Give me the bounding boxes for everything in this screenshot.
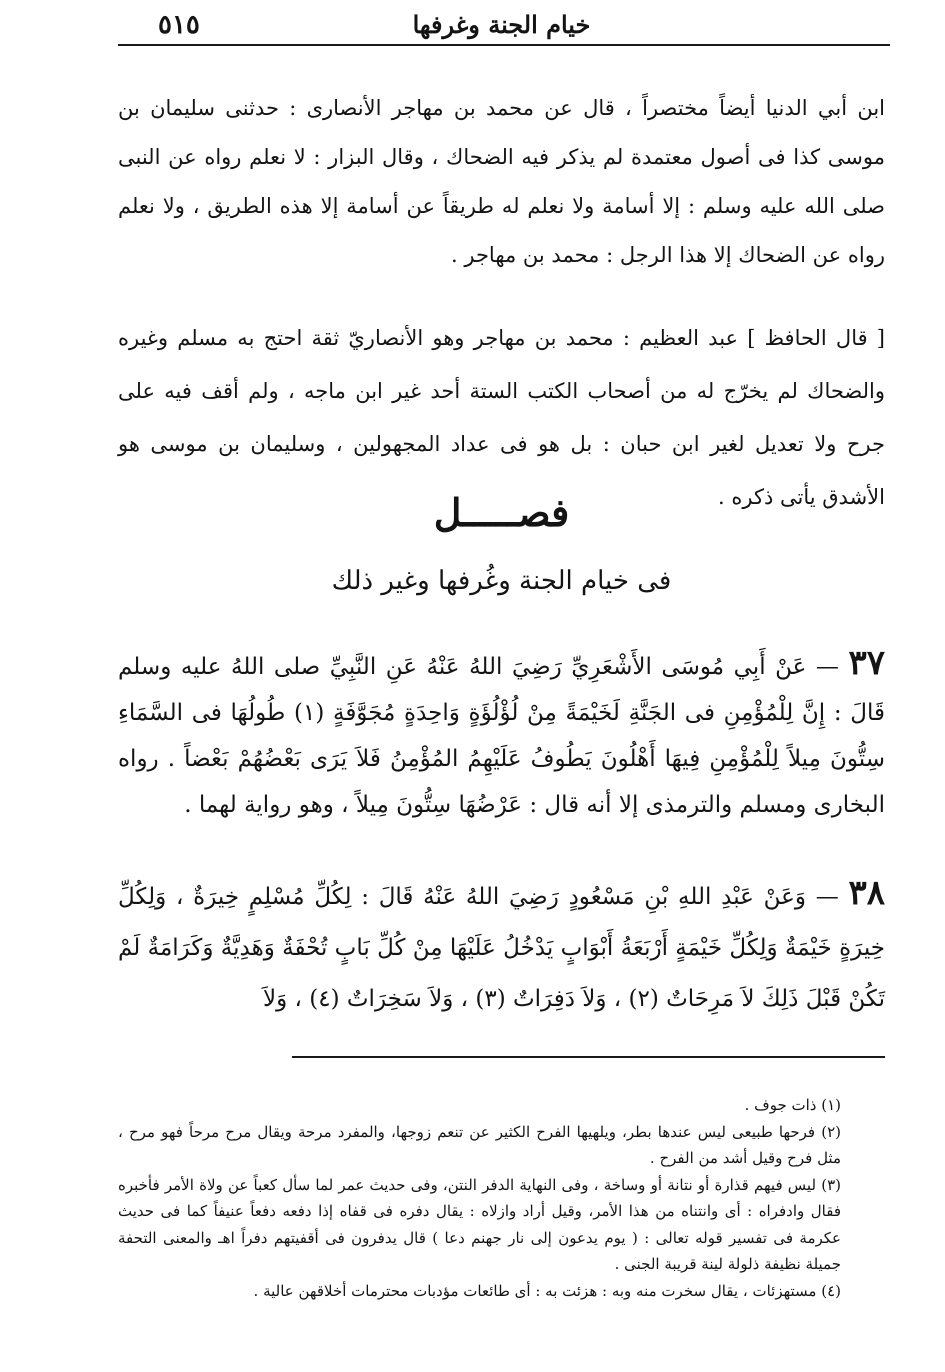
- page-number: ٥١٥: [158, 10, 200, 40]
- commentary-paragraph-1: ابن أبي الدنيا أيضاً مختصراً ، قال عن محمد بن مهاجر الأنصارى : حدثنى سليمان بن موسى كذا فى أصول معتمدة لم يذكر فيه الضحاك ، وقال البزار : لا نعلم رواه عن النبى صلى الله عليه وسلم : إلا أسامة ولا نعلم له طريقاً عن أسامة إلا هذه الطريق ، ولا نعلم رواه عن الضحاك إلا هذا الرجل : محمد بن مهاجر .: [118, 96, 885, 267]
- running-title: خيام الجنة وغرفها: [412, 10, 591, 39]
- footnote-4: (٤) مستهزئات ، يقال سخرت منه وبه : هزئت به : أى طائعات مؤدبات محترمات أخلاقهن عالية .: [253, 1281, 841, 1300]
- section-subheading: فى خيام الجنة وغُرفها وغير ذلك: [331, 566, 672, 596]
- hadith-text: — وَعَنْ عَبْدِ اللهِ بْنِ مَسْعُودٍ رَضِيَ اللهُ عَنْهُ قَالَ : لِكُلِّ مُسْلِمٍ خِيرَةٌ ، وَلِكُلِّ خِيرَةٍ خَيْمَةٌ وَلِكُلِّ خَيْمَةٍ أَرْبَعَةُ أَبْوَابٍ يَدْخُلُ عَلَيْهَا مِنْ كُلِّ بَابٍ تُحْفَةٌ وَهَدِيَّةٌ وَكَرَامَةٌ لَمْ تَكُنْ قَبْلَ ذَلِكَ لاَ مَرِحَاتٌ (٢) ، وَلاَ دَفِرَاتٌ (٣) ، وَلاَ سَخِرَاتٌ (٤) ، وَلاَ: [118, 884, 885, 1012]
- hadith-number: ٣٨: [848, 873, 886, 913]
- footnote-2: (٢) فرحها طبيعى ليس عندها بطر، ويلهيها الفرح الكثير عن تنعم زوجها، والمفرد مرحة ويقال مرح مرحاً فهو مرح ، مثل فرح وقيل أشد من الفرح .: [118, 1122, 841, 1167]
- commentary-paragraph-2: [ قال الحافظ ] عبد العظيم : محمد بن مهاجر وهو الأنصاريّ ثقة احتج به مسلم وغيره والضحاك لم يخرّج له من أصحاب الكتب الستة أحد غير ابن ماجه ، ولم أقف فيه على جرح ولا تعديل لغير ابن حبان : بل هو فى عداد المجهولين ، وسليمان بن موسى هو الأشدق يأتى ذكره .: [118, 326, 885, 509]
- page-header: [118, 4, 885, 44]
- footnote-3: (٣) ليس فيهم قذارة أو نتانة أو وساخة ، وفى النهاية الدفر النتن، وفى حديث عمر لما سأل كعباً عن ولاة الأمر فأخبره فقال وادفراه : أى وانتناه من هذا الأمر، وقيل أراد وازلاه : يقال دفره فى قفاه إذا دفعه دفعاً عنيفاً كما فى حديث عكرمة فى تفسير قوله تعالى : ( يوم يدعون إلى نار جهنم دعا ) قال يدفرون فى أقفيتهم دفراً اهـ والمعنى التحفة جميلة نظيفة ذلولة لينة قريبة الجنى .: [118, 1175, 841, 1273]
- footnotes: [118, 1092, 885, 1304]
- hadith-number: ٣٧: [848, 643, 886, 683]
- hadith-38: [118, 868, 885, 1025]
- section-heading: فصـــــل: [433, 490, 570, 535]
- footnote-rule: [292, 1056, 885, 1058]
- footnote-1: (١) ذات جوف .: [744, 1096, 841, 1114]
- hadith-37: [118, 640, 885, 828]
- hadith-text: — عَنْ أَبِي مُوسَى الأَشْعَرِيِّ رَضِيَ اللهُ عَنْهُ عَنِ النَّبِيِّ صلى اللهُ عليه وسلم قَالَ : إِنَّ لِلْمُؤْمِنِ فى الجَنَّةِ لَخَيْمَةً مِنْ لُؤْلُؤَةٍ وَاحِدَةٍ مُجَوَّفَةٍ (١) طُولُهَا فى السَّمَاءِ سِتُّونَ مِيلاً لِلْمُؤْمِنِ فِيهَا أَهْلُونَ يَطُوفُ عَلَيْهِمُ المُؤْمِنُ فَلاَ يَرَى بَعْضُهُمْ بَعْضاً . رواه البخارى ومسلم والترمذى إلا أنه قال : عَرْضُهَا سِتُّونَ مِيلاً ، وهو رواية لهما .: [118, 654, 885, 818]
- header-rule: [118, 44, 890, 46]
